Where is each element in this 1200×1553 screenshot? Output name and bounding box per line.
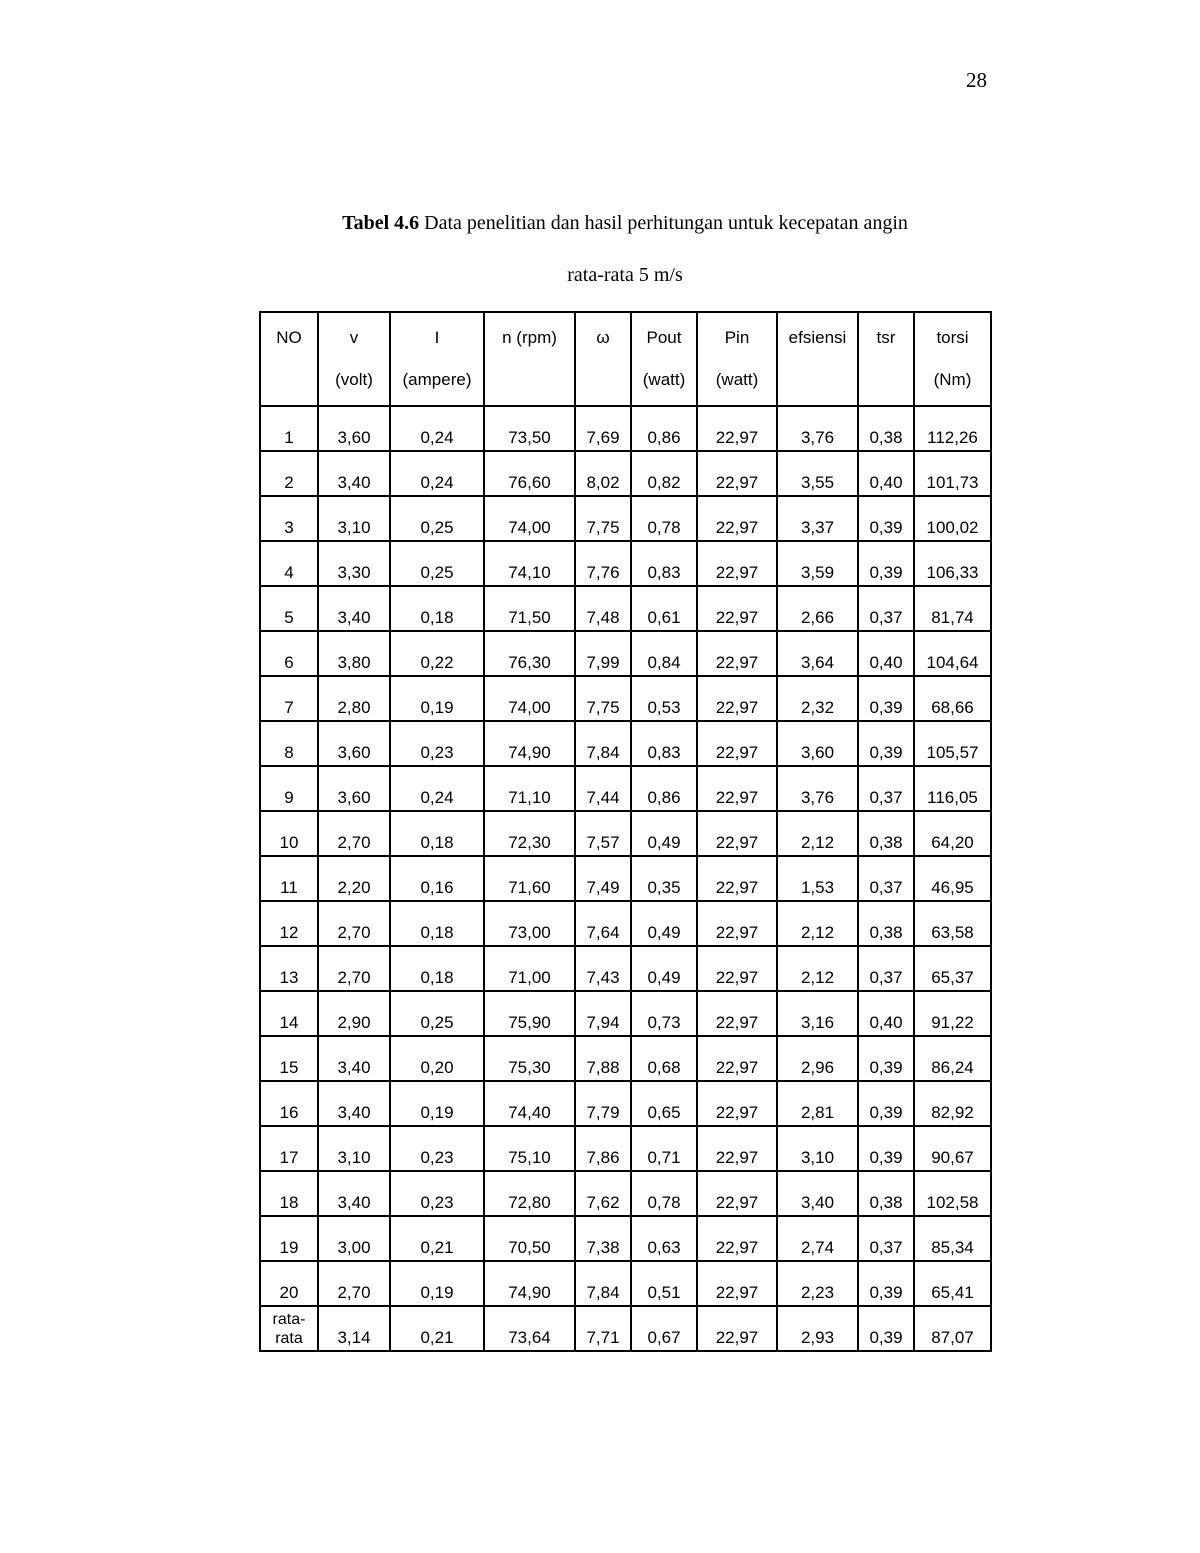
table-cell: 74,90 [484, 1261, 575, 1306]
table-cell: 0,24 [390, 451, 484, 496]
table-cell: 74,40 [484, 1081, 575, 1126]
table-cell: 7,57 [575, 811, 631, 856]
table-cell: 2,32 [777, 676, 858, 721]
table-cell: 0,61 [631, 586, 697, 631]
table-cell: 63,58 [914, 901, 991, 946]
table-caption-label: Tabel 4.6 [342, 212, 420, 234]
table-cell: 2,96 [777, 1036, 858, 1081]
table-cell: 7,62 [575, 1171, 631, 1216]
table-cell: 0,21 [390, 1216, 484, 1261]
table-cell: 22,97 [697, 991, 777, 1036]
table-cell: 3,60 [318, 406, 390, 451]
table-cell: 7,79 [575, 1081, 631, 1126]
table-cell: 91,22 [914, 991, 991, 1036]
table-cell: 0,38 [858, 406, 914, 451]
table-cell: 105,57 [914, 721, 991, 766]
table-cell: 86,24 [914, 1036, 991, 1081]
table-cell: 3,40 [777, 1171, 858, 1216]
table-cell: 0,38 [858, 811, 914, 856]
table-cell: 3,76 [777, 406, 858, 451]
table-cell: 8 [260, 721, 318, 766]
table-cell: 7,84 [575, 1261, 631, 1306]
header-no: NO [260, 312, 318, 406]
table-cell: 20 [260, 1261, 318, 1306]
table-cell: 0,25 [390, 541, 484, 586]
table-cell: 0,19 [390, 676, 484, 721]
table-cell: 18 [260, 1171, 318, 1216]
data-table [259, 311, 992, 1352]
header-torsi: torsi (Nm) [914, 312, 991, 406]
table-cell: 0,63 [631, 1216, 697, 1261]
table-cell: 112,26 [914, 406, 991, 451]
table-cell: 22,97 [697, 541, 777, 586]
table-cell: 0,37 [858, 856, 914, 901]
table-cell: 10 [260, 811, 318, 856]
table-cell: 85,34 [914, 1216, 991, 1261]
table-cell: 3,10 [318, 496, 390, 541]
table-cell: 6 [260, 631, 318, 676]
table-cell: 71,00 [484, 946, 575, 991]
table-cell: 2,23 [777, 1261, 858, 1306]
table-cell: 0,71 [631, 1126, 697, 1171]
table-cell: 0,18 [390, 811, 484, 856]
table-cell: 0,49 [631, 946, 697, 991]
table-cell: 75,30 [484, 1036, 575, 1081]
table-cell: 22,97 [697, 856, 777, 901]
table-row [260, 1216, 991, 1261]
table-cell: 3,40 [318, 1036, 390, 1081]
table-cell: 82,92 [914, 1081, 991, 1126]
table-row [260, 1261, 991, 1306]
table-row [260, 901, 991, 946]
table-cell: 3,14 [318, 1306, 390, 1351]
table-cell: 22,97 [697, 586, 777, 631]
table-cell: 4 [260, 541, 318, 586]
table-cell: 7,88 [575, 1036, 631, 1081]
table-cell: 19 [260, 1216, 318, 1261]
table-cell: 0,21 [390, 1306, 484, 1351]
table-row [260, 1171, 991, 1216]
table-cell: 22,97 [697, 631, 777, 676]
table-cell: 73,64 [484, 1306, 575, 1351]
table-cell: 22,97 [697, 1306, 777, 1351]
table-header-row [260, 312, 991, 406]
table-cell: 46,95 [914, 856, 991, 901]
table-cell: 0,19 [390, 1261, 484, 1306]
table-cell: 3,60 [318, 766, 390, 811]
table-cell: 0,37 [858, 586, 914, 631]
table-cell: 76,30 [484, 631, 575, 676]
header-omega: ω [575, 312, 631, 406]
header-v: v (volt) [318, 312, 390, 406]
table-cell: 73,50 [484, 406, 575, 451]
table-cell: 17 [260, 1126, 318, 1171]
table-cell: 3,40 [318, 1081, 390, 1126]
table-cell: 3,30 [318, 541, 390, 586]
table-cell: 0,18 [390, 946, 484, 991]
table-cell: 0,53 [631, 676, 697, 721]
table-cell: 2,12 [777, 946, 858, 991]
table-cell: 75,90 [484, 991, 575, 1036]
table-cell: 7,84 [575, 721, 631, 766]
table-cell: 7,76 [575, 541, 631, 586]
table-cell: 70,50 [484, 1216, 575, 1261]
table-cell: 3,55 [777, 451, 858, 496]
table-cell: 22,97 [697, 406, 777, 451]
table-cell: 9 [260, 766, 318, 811]
table-cell: 0,38 [858, 1171, 914, 1216]
table-cell: 65,41 [914, 1261, 991, 1306]
table-cell: 0,49 [631, 811, 697, 856]
table-cell: 7 [260, 676, 318, 721]
table-cell: 104,64 [914, 631, 991, 676]
table-cell: 72,30 [484, 811, 575, 856]
table-cell: 3,37 [777, 496, 858, 541]
table-cell: 22,97 [697, 451, 777, 496]
table-cell: 116,05 [914, 766, 991, 811]
table-cell: 22,97 [697, 676, 777, 721]
table-cell: 0,23 [390, 1126, 484, 1171]
table-cell: 0,22 [390, 631, 484, 676]
table-cell: 8,02 [575, 451, 631, 496]
table-body [260, 406, 991, 1351]
table-cell: 81,74 [914, 586, 991, 631]
header-i: I (ampere) [390, 312, 484, 406]
table-cell: 7,38 [575, 1216, 631, 1261]
table-cell: 0,78 [631, 496, 697, 541]
table-cell: 7,43 [575, 946, 631, 991]
table-cell: 2,70 [318, 946, 390, 991]
table-cell: 22,97 [697, 1126, 777, 1171]
table-row [260, 676, 991, 721]
table-cell: 0,40 [858, 451, 914, 496]
table-cell: 0,67 [631, 1306, 697, 1351]
table-cell: 2,70 [318, 1261, 390, 1306]
table-cell: 3,59 [777, 541, 858, 586]
table-row [260, 631, 991, 676]
table-cell: 3,00 [318, 1216, 390, 1261]
table-cell: 22,97 [697, 901, 777, 946]
table-cell: 0,51 [631, 1261, 697, 1306]
table-cell: 7,99 [575, 631, 631, 676]
table-cell: 0,39 [858, 1036, 914, 1081]
header-efsiensi: efsiensi [777, 312, 858, 406]
table-row [260, 541, 991, 586]
table-cell: 0,23 [390, 1171, 484, 1216]
table-cell: 3,60 [777, 721, 858, 766]
table-cell: 76,60 [484, 451, 575, 496]
average-label: rata- rata [260, 1306, 318, 1351]
table-cell: 22,97 [697, 1261, 777, 1306]
table-cell: 3,40 [318, 586, 390, 631]
table-cell: 2,93 [777, 1306, 858, 1351]
table-cell: 0,37 [858, 1216, 914, 1261]
table-cell: 22,97 [697, 1081, 777, 1126]
table-cell: 0,37 [858, 766, 914, 811]
table-cell: 0,83 [631, 541, 697, 586]
table-cell: 0,68 [631, 1036, 697, 1081]
table-cell: 3,40 [318, 1171, 390, 1216]
table-cell: 0,16 [390, 856, 484, 901]
table-row [260, 766, 991, 811]
table-row [260, 1036, 991, 1081]
table-cell: 2,12 [777, 901, 858, 946]
table-cell: 2,80 [318, 676, 390, 721]
table-cell: 7,71 [575, 1306, 631, 1351]
table-cell: 0,49 [631, 901, 697, 946]
table-cell: 7,44 [575, 766, 631, 811]
header-pout: Pout (watt) [631, 312, 697, 406]
table-cell: 90,67 [914, 1126, 991, 1171]
table-cell: 74,10 [484, 541, 575, 586]
table-cell: 64,20 [914, 811, 991, 856]
table-cell: 3,80 [318, 631, 390, 676]
header-tsr: tsr [858, 312, 914, 406]
table-cell: 0,82 [631, 451, 697, 496]
table-caption-line2: rata-rata 5 m/s [567, 264, 683, 286]
table-cell: 0,39 [858, 541, 914, 586]
table-cell: 75,10 [484, 1126, 575, 1171]
table-cell: 7,75 [575, 676, 631, 721]
table-cell: 0,86 [631, 406, 697, 451]
table-cell: 0,84 [631, 631, 697, 676]
table-caption-text: Data penelitian dan hasil perhitungan untuk kecepatan angin [424, 212, 908, 234]
table-cell: 0,37 [858, 946, 914, 991]
table-cell: 0,18 [390, 586, 484, 631]
table-cell: 12 [260, 901, 318, 946]
table-cell: 2 [260, 451, 318, 496]
table-caption [0, 212, 1200, 235]
table-cell: 72,80 [484, 1171, 575, 1216]
table-cell: 7,86 [575, 1126, 631, 1171]
header-pin: Pin (watt) [697, 312, 777, 406]
table-cell: 2,81 [777, 1081, 858, 1126]
table-cell: 0,39 [858, 721, 914, 766]
table-cell: 3 [260, 496, 318, 541]
table-cell: 3,64 [777, 631, 858, 676]
table-cell: 2,74 [777, 1216, 858, 1261]
table-cell: 0,20 [390, 1036, 484, 1081]
header-n-rpm: n (rpm) [484, 312, 575, 406]
table-cell: 0,19 [390, 1081, 484, 1126]
table-cell: 22,97 [697, 1171, 777, 1216]
table-cell: 73,00 [484, 901, 575, 946]
table-cell: 0,40 [858, 631, 914, 676]
table-cell: 14 [260, 991, 318, 1036]
table-cell: 22,97 [697, 946, 777, 991]
table-row [260, 946, 991, 991]
table-cell: 0,24 [390, 406, 484, 451]
table-cell: 106,33 [914, 541, 991, 586]
table-cell: 0,25 [390, 991, 484, 1036]
table-cell: 2,12 [777, 811, 858, 856]
table-cell: 71,60 [484, 856, 575, 901]
table-row [260, 451, 991, 496]
table-row [260, 721, 991, 766]
table-cell: 0,65 [631, 1081, 697, 1126]
table-cell: 74,90 [484, 721, 575, 766]
table-cell: 7,48 [575, 586, 631, 631]
table-cell: 1,53 [777, 856, 858, 901]
table-cell: 3,76 [777, 766, 858, 811]
table-cell: 87,07 [914, 1306, 991, 1351]
table-cell: 22,97 [697, 811, 777, 856]
table-average-row [260, 1306, 991, 1351]
table-cell: 71,50 [484, 586, 575, 631]
table-cell: 74,00 [484, 496, 575, 541]
table-cell: 100,02 [914, 496, 991, 541]
table-row [260, 1081, 991, 1126]
table-cell: 3,10 [777, 1126, 858, 1171]
table-cell: 0,39 [858, 676, 914, 721]
table-cell: 15 [260, 1036, 318, 1081]
table-cell: 0,78 [631, 1171, 697, 1216]
table-cell: 22,97 [697, 721, 777, 766]
table-cell: 0,40 [858, 991, 914, 1036]
table-cell: 102,58 [914, 1171, 991, 1216]
table-cell: 0,86 [631, 766, 697, 811]
table-cell: 2,90 [318, 991, 390, 1036]
table-row [260, 586, 991, 631]
table-cell: 13 [260, 946, 318, 991]
table-cell: 2,20 [318, 856, 390, 901]
table-cell: 71,10 [484, 766, 575, 811]
table-cell: 0,73 [631, 991, 697, 1036]
table-cell: 101,73 [914, 451, 991, 496]
table-cell: 68,66 [914, 676, 991, 721]
table-row [260, 1126, 991, 1171]
table-cell: 0,39 [858, 1306, 914, 1351]
table-cell: 2,66 [777, 586, 858, 631]
table-cell: 0,24 [390, 766, 484, 811]
table-cell: 0,39 [858, 1261, 914, 1306]
table-cell: 1 [260, 406, 318, 451]
page-number: 28 [966, 68, 987, 92]
table-cell: 22,97 [697, 766, 777, 811]
table-cell: 22,97 [697, 1036, 777, 1081]
table-cell: 74,00 [484, 676, 575, 721]
table-cell: 7,75 [575, 496, 631, 541]
table-row [260, 496, 991, 541]
table-cell: 7,94 [575, 991, 631, 1036]
table-cell: 0,23 [390, 721, 484, 766]
table-cell: 22,97 [697, 1216, 777, 1261]
table-row [260, 991, 991, 1036]
table-cell: 65,37 [914, 946, 991, 991]
table-cell: 7,69 [575, 406, 631, 451]
table-row [260, 811, 991, 856]
table-cell: 7,64 [575, 901, 631, 946]
table-cell: 0,35 [631, 856, 697, 901]
table-cell: 0,18 [390, 901, 484, 946]
table-row [260, 406, 991, 451]
table-cell: 0,39 [858, 496, 914, 541]
table-cell: 0,39 [858, 1081, 914, 1126]
table-cell: 0,83 [631, 721, 697, 766]
table-cell: 7,49 [575, 856, 631, 901]
table-cell: 3,16 [777, 991, 858, 1036]
table-cell: 3,10 [318, 1126, 390, 1171]
table-cell: 22,97 [697, 496, 777, 541]
table-cell: 0,25 [390, 496, 484, 541]
table-cell: 0,39 [858, 1126, 914, 1171]
table-cell: 0,38 [858, 901, 914, 946]
table-cell: 2,70 [318, 811, 390, 856]
table-cell: 2,70 [318, 901, 390, 946]
table-cell: 3,40 [318, 451, 390, 496]
table-cell: 3,60 [318, 721, 390, 766]
table-row [260, 856, 991, 901]
table-cell: 5 [260, 586, 318, 631]
table-cell: 16 [260, 1081, 318, 1126]
table-cell: 11 [260, 856, 318, 901]
